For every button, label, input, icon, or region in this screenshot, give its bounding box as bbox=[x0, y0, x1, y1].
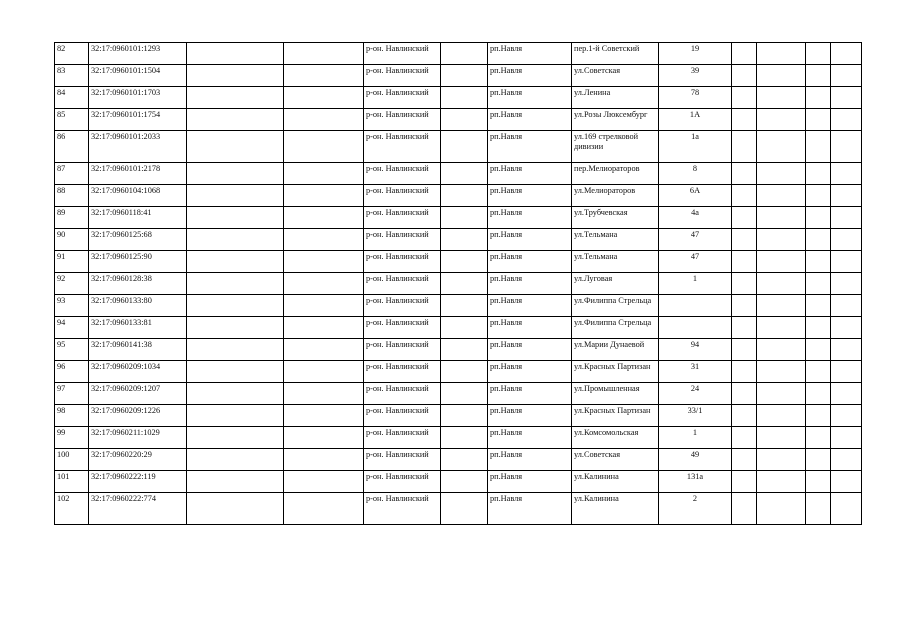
table-row bbox=[55, 449, 862, 471]
empty-cell bbox=[732, 87, 757, 109]
street-cell: пер.1-й Советский bbox=[572, 43, 659, 65]
house-number-cell: 78 bbox=[659, 87, 732, 109]
empty-cell bbox=[831, 229, 862, 251]
cadastral-number-cell: 32:17:0960101:2178 bbox=[89, 163, 187, 185]
empty-cell bbox=[757, 405, 806, 427]
empty-cell bbox=[757, 339, 806, 361]
empty-cell bbox=[806, 361, 831, 383]
locality-cell: рп.Навля bbox=[488, 109, 572, 131]
locality-cell: рп.Навля bbox=[488, 295, 572, 317]
empty-cell bbox=[441, 207, 488, 229]
empty-cell bbox=[831, 471, 862, 493]
empty-cell bbox=[732, 65, 757, 87]
empty-cell bbox=[187, 251, 284, 273]
empty-cell bbox=[441, 427, 488, 449]
empty-cell bbox=[732, 361, 757, 383]
empty-cell bbox=[284, 273, 364, 295]
empty-cell bbox=[284, 317, 364, 339]
row-number-cell: 86 bbox=[55, 131, 89, 163]
cadastral-number-cell: 32:17:0960141:38 bbox=[89, 339, 187, 361]
row-number-cell: 100 bbox=[55, 449, 89, 471]
empty-cell bbox=[831, 317, 862, 339]
empty-cell bbox=[284, 229, 364, 251]
street-cell: ул.Мелиораторов bbox=[572, 185, 659, 207]
district-cell: р-он. Навлинский bbox=[364, 405, 441, 427]
empty-cell bbox=[831, 131, 862, 163]
district-cell: р-он. Навлинский bbox=[364, 295, 441, 317]
empty-cell bbox=[831, 449, 862, 471]
empty-cell bbox=[732, 163, 757, 185]
table-row bbox=[55, 87, 862, 109]
empty-cell bbox=[284, 449, 364, 471]
empty-cell bbox=[187, 361, 284, 383]
empty-cell bbox=[806, 87, 831, 109]
empty-cell bbox=[806, 43, 831, 65]
empty-cell bbox=[806, 163, 831, 185]
row-number-cell: 85 bbox=[55, 109, 89, 131]
table-row bbox=[55, 43, 862, 65]
empty-cell bbox=[757, 131, 806, 163]
district-cell: р-он. Навлинский bbox=[364, 339, 441, 361]
empty-cell bbox=[284, 361, 364, 383]
locality-cell: рп.Навля bbox=[488, 207, 572, 229]
empty-cell bbox=[284, 185, 364, 207]
house-number-cell: 1 bbox=[659, 427, 732, 449]
locality-cell: рп.Навля bbox=[488, 427, 572, 449]
district-cell: р-он. Навлинский bbox=[364, 87, 441, 109]
table-row bbox=[55, 383, 862, 405]
empty-cell bbox=[441, 87, 488, 109]
house-number-cell: 1А bbox=[659, 109, 732, 131]
empty-cell bbox=[187, 229, 284, 251]
empty-cell bbox=[806, 427, 831, 449]
empty-cell bbox=[441, 65, 488, 87]
locality-cell: рп.Навля bbox=[488, 251, 572, 273]
empty-cell bbox=[806, 317, 831, 339]
row-number-cell: 88 bbox=[55, 185, 89, 207]
district-cell: р-он. Навлинский bbox=[364, 273, 441, 295]
house-number-cell: 31 bbox=[659, 361, 732, 383]
empty-cell bbox=[284, 163, 364, 185]
cadastral-number-cell: 32:17:0960209:1207 bbox=[89, 383, 187, 405]
empty-cell bbox=[441, 383, 488, 405]
empty-cell bbox=[284, 493, 364, 525]
empty-cell bbox=[757, 295, 806, 317]
empty-cell bbox=[806, 493, 831, 525]
empty-cell bbox=[806, 131, 831, 163]
row-number-cell: 91 bbox=[55, 251, 89, 273]
row-number-cell: 84 bbox=[55, 87, 89, 109]
register-table-body bbox=[55, 43, 862, 525]
empty-cell bbox=[831, 273, 862, 295]
empty-cell bbox=[441, 339, 488, 361]
house-number-cell: 8 bbox=[659, 163, 732, 185]
table-row bbox=[55, 185, 862, 207]
empty-cell bbox=[284, 43, 364, 65]
empty-cell bbox=[187, 405, 284, 427]
house-number-cell: 131а bbox=[659, 471, 732, 493]
street-cell: ул.Филиппа Стрельца bbox=[572, 295, 659, 317]
empty-cell bbox=[441, 317, 488, 339]
empty-cell bbox=[732, 185, 757, 207]
cadastral-number-cell: 32:17:0960101:1293 bbox=[89, 43, 187, 65]
row-number-cell: 97 bbox=[55, 383, 89, 405]
table-row bbox=[55, 163, 862, 185]
district-cell: р-он. Навлинский bbox=[364, 65, 441, 87]
house-number-cell: 4а bbox=[659, 207, 732, 229]
empty-cell bbox=[757, 471, 806, 493]
empty-cell bbox=[806, 207, 831, 229]
street-cell: ул.Филиппа Стрельца bbox=[572, 317, 659, 339]
row-number-cell: 99 bbox=[55, 427, 89, 449]
locality-cell: рп.Навля bbox=[488, 449, 572, 471]
table-row bbox=[55, 317, 862, 339]
locality-cell: рп.Навля bbox=[488, 361, 572, 383]
district-cell: р-он. Навлинский bbox=[364, 229, 441, 251]
street-cell: ул.Красных Партизан bbox=[572, 361, 659, 383]
house-number-cell: 49 bbox=[659, 449, 732, 471]
locality-cell: рп.Навля bbox=[488, 229, 572, 251]
empty-cell bbox=[284, 65, 364, 87]
empty-cell bbox=[757, 65, 806, 87]
empty-cell bbox=[757, 43, 806, 65]
empty-cell bbox=[187, 65, 284, 87]
empty-cell bbox=[187, 317, 284, 339]
property-register-table bbox=[54, 42, 862, 525]
empty-cell bbox=[441, 251, 488, 273]
empty-cell bbox=[732, 427, 757, 449]
street-cell: ул.Трубчевская bbox=[572, 207, 659, 229]
empty-cell bbox=[806, 405, 831, 427]
empty-cell bbox=[757, 361, 806, 383]
empty-cell bbox=[441, 185, 488, 207]
cadastral-number-cell: 32:17:0960209:1034 bbox=[89, 361, 187, 383]
cadastral-number-cell: 32:17:0960209:1226 bbox=[89, 405, 187, 427]
empty-cell bbox=[187, 383, 284, 405]
house-number-cell: 47 bbox=[659, 229, 732, 251]
district-cell: р-он. Навлинский bbox=[364, 251, 441, 273]
empty-cell bbox=[284, 109, 364, 131]
street-cell: ул.Советская bbox=[572, 449, 659, 471]
district-cell: р-он. Навлинский bbox=[364, 109, 441, 131]
street-cell: ул.Калинина bbox=[572, 493, 659, 525]
locality-cell: рп.Навля bbox=[488, 43, 572, 65]
row-number-cell: 95 bbox=[55, 339, 89, 361]
empty-cell bbox=[187, 471, 284, 493]
empty-cell bbox=[441, 471, 488, 493]
empty-cell bbox=[806, 185, 831, 207]
empty-cell bbox=[831, 109, 862, 131]
row-number-cell: 98 bbox=[55, 405, 89, 427]
empty-cell bbox=[187, 109, 284, 131]
empty-cell bbox=[831, 339, 862, 361]
locality-cell: рп.Навля bbox=[488, 87, 572, 109]
empty-cell bbox=[757, 229, 806, 251]
empty-cell bbox=[732, 339, 757, 361]
empty-cell bbox=[284, 87, 364, 109]
empty-cell bbox=[732, 449, 757, 471]
row-number-cell: 87 bbox=[55, 163, 89, 185]
empty-cell bbox=[187, 87, 284, 109]
locality-cell: рп.Навля bbox=[488, 163, 572, 185]
empty-cell bbox=[284, 251, 364, 273]
empty-cell bbox=[831, 295, 862, 317]
empty-cell bbox=[441, 449, 488, 471]
empty-cell bbox=[757, 163, 806, 185]
cadastral-number-cell: 32:17:0960101:1703 bbox=[89, 87, 187, 109]
empty-cell bbox=[284, 471, 364, 493]
empty-cell bbox=[732, 405, 757, 427]
table-row bbox=[55, 295, 862, 317]
empty-cell bbox=[806, 449, 831, 471]
house-number-cell: 47 bbox=[659, 251, 732, 273]
table-row bbox=[55, 65, 862, 87]
cadastral-number-cell: 32:17:0960211:1029 bbox=[89, 427, 187, 449]
table-row bbox=[55, 471, 862, 493]
empty-cell bbox=[441, 405, 488, 427]
empty-cell bbox=[187, 493, 284, 525]
empty-cell bbox=[441, 295, 488, 317]
cadastral-number-cell: 32:17:0960222:774 bbox=[89, 493, 187, 525]
empty-cell bbox=[187, 163, 284, 185]
locality-cell: рп.Навля bbox=[488, 273, 572, 295]
house-number-cell: 1а bbox=[659, 131, 732, 163]
empty-cell bbox=[757, 207, 806, 229]
empty-cell bbox=[732, 131, 757, 163]
empty-cell bbox=[831, 87, 862, 109]
empty-cell bbox=[757, 317, 806, 339]
empty-cell bbox=[441, 361, 488, 383]
cadastral-number-cell: 32:17:0960101:2033 bbox=[89, 131, 187, 163]
empty-cell bbox=[732, 229, 757, 251]
empty-cell bbox=[831, 163, 862, 185]
street-cell: ул.Комсомольская bbox=[572, 427, 659, 449]
street-cell: ул.Луговая bbox=[572, 273, 659, 295]
district-cell: р-он. Навлинский bbox=[364, 185, 441, 207]
row-number-cell: 96 bbox=[55, 361, 89, 383]
empty-cell bbox=[831, 383, 862, 405]
house-number-cell: 2 bbox=[659, 493, 732, 525]
empty-cell bbox=[187, 339, 284, 361]
empty-cell bbox=[187, 207, 284, 229]
empty-cell bbox=[831, 43, 862, 65]
empty-cell bbox=[441, 131, 488, 163]
table-row bbox=[55, 207, 862, 229]
empty-cell bbox=[732, 295, 757, 317]
street-cell: ул.Розы Люксембург bbox=[572, 109, 659, 131]
house-number-cell bbox=[659, 295, 732, 317]
empty-cell bbox=[732, 493, 757, 525]
empty-cell bbox=[187, 427, 284, 449]
empty-cell bbox=[831, 207, 862, 229]
empty-cell bbox=[757, 493, 806, 525]
empty-cell bbox=[732, 383, 757, 405]
empty-cell bbox=[806, 65, 831, 87]
house-number-cell: 33/1 bbox=[659, 405, 732, 427]
street-cell: ул.Тельмана bbox=[572, 251, 659, 273]
empty-cell bbox=[187, 273, 284, 295]
empty-cell bbox=[441, 43, 488, 65]
empty-cell bbox=[806, 229, 831, 251]
locality-cell: рп.Навля bbox=[488, 493, 572, 525]
locality-cell: рп.Навля bbox=[488, 131, 572, 163]
empty-cell bbox=[806, 383, 831, 405]
empty-cell bbox=[732, 207, 757, 229]
district-cell: р-он. Навлинский bbox=[364, 471, 441, 493]
empty-cell bbox=[187, 43, 284, 65]
table-row bbox=[55, 109, 862, 131]
row-number-cell: 83 bbox=[55, 65, 89, 87]
empty-cell bbox=[732, 317, 757, 339]
house-number-cell: 39 bbox=[659, 65, 732, 87]
empty-cell bbox=[284, 405, 364, 427]
table-row bbox=[55, 273, 862, 295]
house-number-cell: 6А bbox=[659, 185, 732, 207]
empty-cell bbox=[757, 185, 806, 207]
empty-cell bbox=[806, 109, 831, 131]
locality-cell: рп.Навля bbox=[488, 185, 572, 207]
street-cell: ул.Марии Дунаевой bbox=[572, 339, 659, 361]
house-number-cell: 19 bbox=[659, 43, 732, 65]
cadastral-number-cell: 32:17:0960133:80 bbox=[89, 295, 187, 317]
empty-cell bbox=[757, 449, 806, 471]
street-cell: ул.Советская bbox=[572, 65, 659, 87]
empty-cell bbox=[831, 185, 862, 207]
empty-cell bbox=[441, 163, 488, 185]
street-cell: пер.Мелиораторов bbox=[572, 163, 659, 185]
table-row bbox=[55, 405, 862, 427]
street-cell: ул.169 стрелковой дивизии bbox=[572, 131, 659, 163]
table-row bbox=[55, 339, 862, 361]
locality-cell: рп.Навля bbox=[488, 471, 572, 493]
locality-cell: рп.Навля bbox=[488, 65, 572, 87]
cadastral-number-cell: 32:17:0960104:1068 bbox=[89, 185, 187, 207]
empty-cell bbox=[757, 383, 806, 405]
empty-cell bbox=[732, 471, 757, 493]
cadastral-number-cell: 32:17:0960133:81 bbox=[89, 317, 187, 339]
empty-cell bbox=[806, 471, 831, 493]
row-number-cell: 93 bbox=[55, 295, 89, 317]
empty-cell bbox=[284, 295, 364, 317]
empty-cell bbox=[806, 339, 831, 361]
empty-cell bbox=[831, 493, 862, 525]
house-number-cell: 24 bbox=[659, 383, 732, 405]
cadastral-number-cell: 32:17:0960125:90 bbox=[89, 251, 187, 273]
cadastral-number-cell: 32:17:0960222:119 bbox=[89, 471, 187, 493]
empty-cell bbox=[831, 251, 862, 273]
empty-cell bbox=[187, 131, 284, 163]
empty-cell bbox=[831, 361, 862, 383]
empty-cell bbox=[284, 207, 364, 229]
empty-cell bbox=[831, 427, 862, 449]
row-number-cell: 92 bbox=[55, 273, 89, 295]
street-cell: ул.Ленина bbox=[572, 87, 659, 109]
empty-cell bbox=[187, 449, 284, 471]
empty-cell bbox=[732, 109, 757, 131]
empty-cell bbox=[441, 493, 488, 525]
empty-cell bbox=[441, 109, 488, 131]
street-cell: ул.Калинина bbox=[572, 471, 659, 493]
empty-cell bbox=[284, 339, 364, 361]
district-cell: р-он. Навлинский bbox=[364, 427, 441, 449]
district-cell: р-он. Навлинский bbox=[364, 43, 441, 65]
empty-cell bbox=[732, 273, 757, 295]
empty-cell bbox=[284, 383, 364, 405]
cadastral-number-cell: 32:17:0960128:38 bbox=[89, 273, 187, 295]
row-number-cell: 94 bbox=[55, 317, 89, 339]
house-number-cell bbox=[659, 317, 732, 339]
row-number-cell: 89 bbox=[55, 207, 89, 229]
cadastral-number-cell: 32:17:0960101:1504 bbox=[89, 65, 187, 87]
locality-cell: рп.Навля bbox=[488, 339, 572, 361]
empty-cell bbox=[831, 65, 862, 87]
district-cell: р-он. Навлинский bbox=[364, 131, 441, 163]
empty-cell bbox=[757, 251, 806, 273]
district-cell: р-он. Навлинский bbox=[364, 449, 441, 471]
table-row bbox=[55, 361, 862, 383]
empty-cell bbox=[187, 295, 284, 317]
table-row bbox=[55, 229, 862, 251]
empty-cell bbox=[284, 427, 364, 449]
street-cell: ул.Промышленная bbox=[572, 383, 659, 405]
cadastral-number-cell: 32:17:0960118:41 bbox=[89, 207, 187, 229]
district-cell: р-он. Навлинский bbox=[364, 383, 441, 405]
empty-cell bbox=[806, 295, 831, 317]
empty-cell bbox=[284, 131, 364, 163]
table-row bbox=[55, 427, 862, 449]
empty-cell bbox=[441, 273, 488, 295]
house-number-cell: 1 bbox=[659, 273, 732, 295]
empty-cell bbox=[757, 427, 806, 449]
empty-cell bbox=[441, 229, 488, 251]
empty-cell bbox=[732, 43, 757, 65]
district-cell: р-он. Навлинский bbox=[364, 493, 441, 525]
empty-cell bbox=[806, 273, 831, 295]
empty-cell bbox=[806, 251, 831, 273]
row-number-cell: 101 bbox=[55, 471, 89, 493]
district-cell: р-он. Навлинский bbox=[364, 317, 441, 339]
table-row bbox=[55, 131, 862, 163]
row-number-cell: 102 bbox=[55, 493, 89, 525]
row-number-cell: 90 bbox=[55, 229, 89, 251]
street-cell: ул.Тельмана bbox=[572, 229, 659, 251]
district-cell: р-он. Навлинский bbox=[364, 207, 441, 229]
district-cell: р-он. Навлинский bbox=[364, 361, 441, 383]
empty-cell bbox=[757, 109, 806, 131]
locality-cell: рп.Навля bbox=[488, 317, 572, 339]
table-row bbox=[55, 251, 862, 273]
district-cell: р-он. Навлинский bbox=[364, 163, 441, 185]
cadastral-number-cell: 32:17:0960101:1754 bbox=[89, 109, 187, 131]
table-row bbox=[55, 493, 862, 525]
empty-cell bbox=[831, 405, 862, 427]
cadastral-number-cell: 32:17:0960125:68 bbox=[89, 229, 187, 251]
locality-cell: рп.Навля bbox=[488, 405, 572, 427]
empty-cell bbox=[732, 251, 757, 273]
empty-cell bbox=[187, 185, 284, 207]
empty-cell bbox=[757, 87, 806, 109]
house-number-cell: 94 bbox=[659, 339, 732, 361]
empty-cell bbox=[757, 273, 806, 295]
street-cell: ул.Красных Партизан bbox=[572, 405, 659, 427]
row-number-cell: 82 bbox=[55, 43, 89, 65]
locality-cell: рп.Навля bbox=[488, 383, 572, 405]
cadastral-number-cell: 32:17:0960220:29 bbox=[89, 449, 187, 471]
